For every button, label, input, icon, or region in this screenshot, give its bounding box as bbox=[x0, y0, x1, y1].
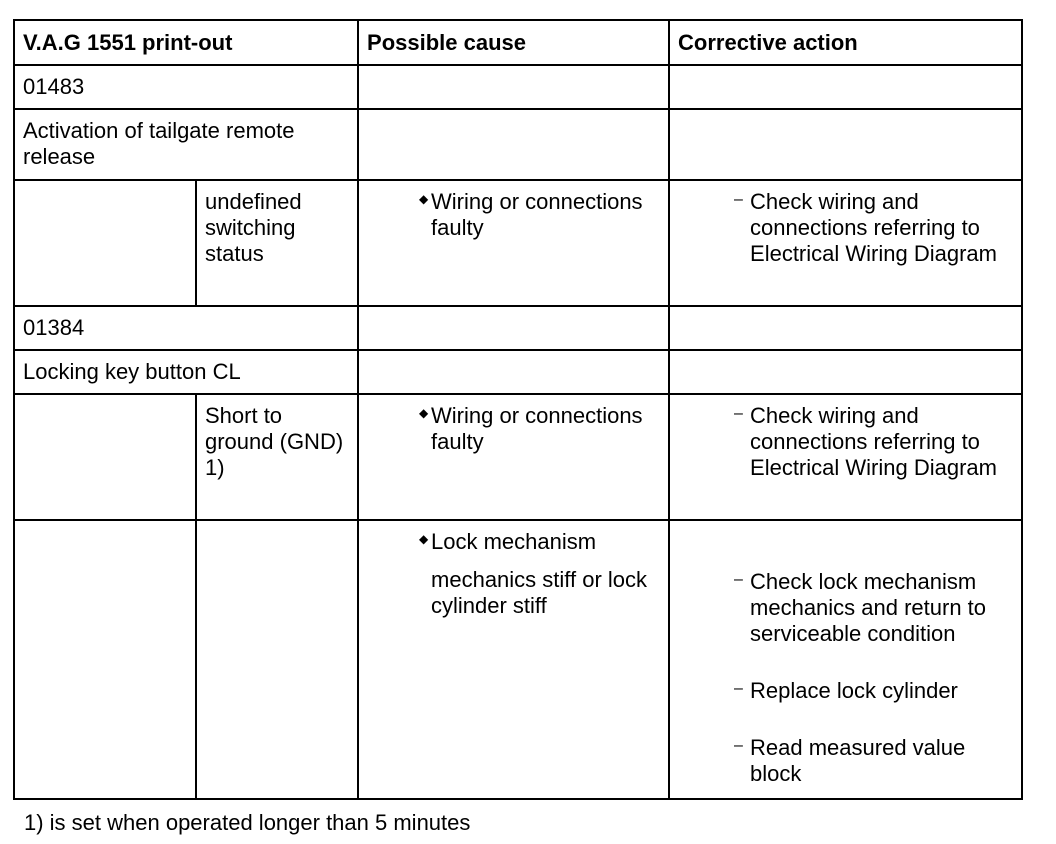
empty-cell bbox=[14, 394, 196, 520]
dash-icon: – bbox=[734, 571, 743, 588]
footnote: 1) is set when operated longer than 5 minutes bbox=[24, 810, 471, 835]
table-row bbox=[14, 180, 1022, 306]
table-row bbox=[14, 65, 1022, 109]
action-text: Read measured value block bbox=[750, 735, 966, 786]
action-item bbox=[734, 735, 1013, 787]
fault-code: 01384 bbox=[14, 306, 358, 350]
header-action: Corrective action bbox=[669, 20, 1022, 65]
action-text: Check wiring and connections referring to Electrical Wiring Diagram bbox=[750, 403, 997, 480]
empty-cell bbox=[14, 180, 196, 306]
bullet-icon: ◆ bbox=[419, 406, 429, 420]
empty-cell bbox=[669, 65, 1022, 109]
action-item bbox=[734, 569, 1013, 647]
header-printout: V.A.G 1551 print-out bbox=[14, 20, 358, 65]
empty-cell bbox=[669, 109, 1022, 180]
empty-cell bbox=[14, 520, 196, 799]
dash-icon: – bbox=[734, 191, 743, 208]
fault-status: Short to ground (GND) 1) bbox=[196, 394, 358, 520]
empty-cell bbox=[669, 350, 1022, 394]
action-text: Replace lock cylinder bbox=[750, 678, 958, 703]
bullet-icon: ◆ bbox=[419, 532, 429, 546]
action-item bbox=[734, 403, 1013, 481]
action-item bbox=[734, 678, 1013, 704]
dash-icon: – bbox=[734, 737, 743, 754]
table-row bbox=[14, 109, 1022, 180]
action-cell bbox=[669, 394, 1022, 520]
empty-cell bbox=[358, 109, 669, 180]
empty-cell bbox=[358, 65, 669, 109]
bullet-icon: ◆ bbox=[419, 192, 429, 206]
empty-cell bbox=[196, 520, 358, 799]
fault-code: 01483 bbox=[14, 65, 358, 109]
action-text: Check wiring and connections referring to Electrical Wiring Diagram bbox=[750, 189, 997, 266]
fault-name: Activation of tailgate remote release bbox=[14, 109, 358, 180]
cause-text: Wiring or connections faulty bbox=[431, 403, 643, 454]
header-cause: Possible cause bbox=[358, 20, 669, 65]
action-cell bbox=[669, 180, 1022, 306]
action-text: Check lock mechanism mechanics and return to serviceable condition bbox=[750, 569, 987, 646]
header-row bbox=[14, 20, 1022, 65]
dash-icon: – bbox=[734, 680, 743, 697]
action-cell bbox=[669, 520, 1022, 799]
table-row bbox=[14, 520, 1022, 799]
empty-cell bbox=[669, 306, 1022, 350]
cause-text: mechanics stiff or lock cylinder stiff bbox=[431, 567, 648, 618]
fault-table bbox=[13, 19, 1023, 800]
empty-cell bbox=[358, 306, 669, 350]
fault-status: undefined switching status bbox=[196, 180, 358, 306]
fault-name: Locking key button CL bbox=[14, 350, 358, 394]
table-row bbox=[14, 394, 1022, 520]
empty-cell bbox=[358, 350, 669, 394]
action-item bbox=[734, 189, 1013, 267]
cause-title: Lock mechanism bbox=[431, 529, 597, 554]
table-row bbox=[14, 350, 1022, 394]
cause-cell bbox=[358, 180, 669, 306]
dash-icon: – bbox=[734, 405, 743, 422]
cause-cell bbox=[358, 394, 669, 520]
cause-text: Wiring or connections faulty bbox=[431, 189, 643, 240]
table-row bbox=[14, 306, 1022, 350]
cause-cell bbox=[358, 520, 669, 799]
